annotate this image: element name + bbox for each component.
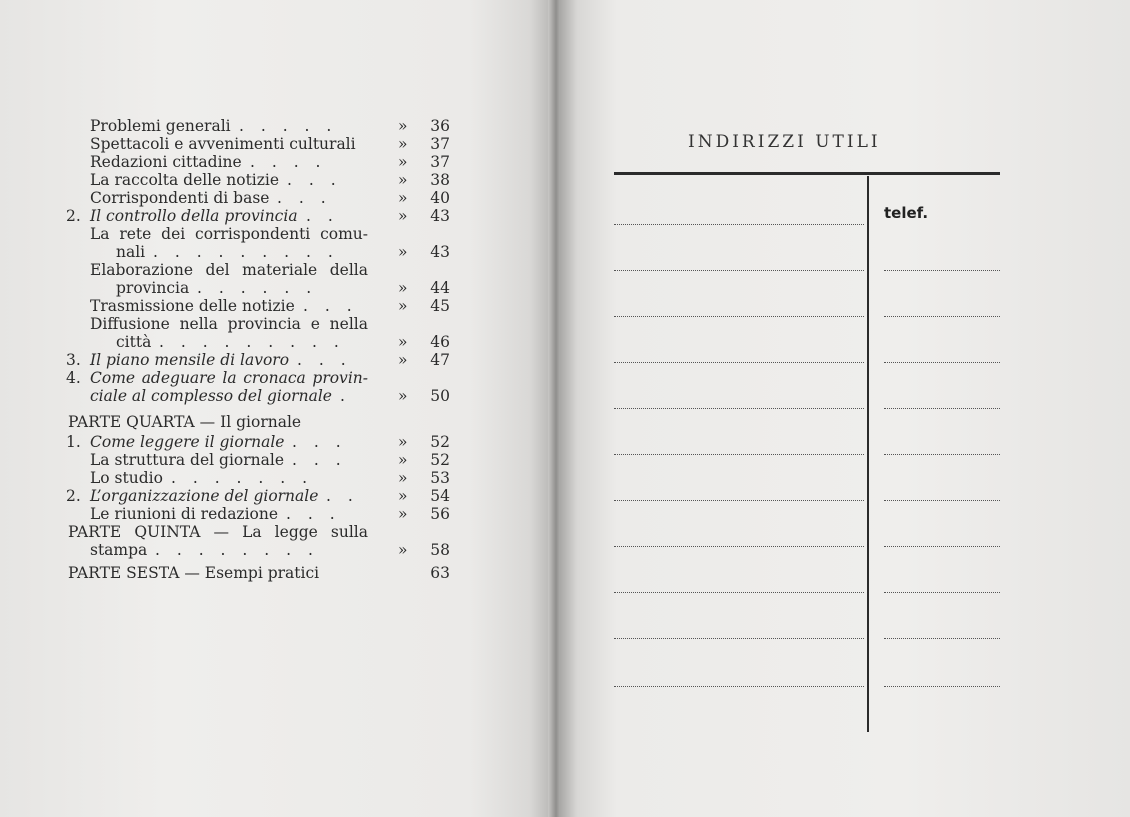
toc-entry-ditto-mark: » xyxy=(398,117,408,135)
address-line xyxy=(614,638,864,639)
toc-entry xyxy=(0,279,552,297)
toc-entry-number: 1. xyxy=(66,433,81,451)
toc-entry xyxy=(0,433,552,451)
toc-entry xyxy=(0,369,552,387)
toc-entry-title: nali xyxy=(116,243,146,261)
toc-entry-title: Il controllo della provincia xyxy=(90,207,298,225)
toc-entry xyxy=(0,243,552,261)
toc-entry-leader: . . . xyxy=(297,351,352,369)
toc-entry-page: 43 xyxy=(430,207,450,225)
toc-entry-page: 52 xyxy=(430,451,450,469)
toc-entry-number: 2. xyxy=(66,487,81,505)
telephone-column-label: telef. xyxy=(884,204,929,222)
toc-entry-title: PARTE QUINTA — La legge sulla xyxy=(68,523,368,541)
toc-entry xyxy=(0,387,552,405)
toc-entry-number: 3. xyxy=(66,351,81,369)
toc-entry-ditto-mark: » xyxy=(398,469,408,487)
toc-entry-leader: . . . xyxy=(287,171,342,189)
toc-entry-page: 47 xyxy=(430,351,450,369)
toc-entry-leader: . . . . . . . . xyxy=(155,541,319,559)
toc-entry xyxy=(0,333,552,351)
toc-entry-ditto-mark: » xyxy=(398,387,408,405)
toc-entry xyxy=(0,135,552,153)
left-page xyxy=(0,0,552,817)
toc-entry-leader: . . . xyxy=(277,189,332,207)
phone-line xyxy=(884,686,1000,687)
toc-entry xyxy=(0,117,552,135)
toc-entry-page: 44 xyxy=(430,279,450,297)
address-line xyxy=(614,546,864,547)
toc-entry-ditto-mark: » xyxy=(398,541,408,559)
phone-line xyxy=(884,316,1000,317)
toc-entry-number: 4. xyxy=(66,369,81,387)
toc-entry-page: 36 xyxy=(430,117,450,135)
toc-entry xyxy=(0,189,552,207)
toc-entry xyxy=(0,505,552,523)
toc-entry-ditto-mark: » xyxy=(398,279,408,297)
toc-entry-ditto-mark: » xyxy=(398,189,408,207)
toc-entry-title: stampa xyxy=(90,541,148,559)
toc-entry-leader: . . . . . . . . . xyxy=(159,333,345,351)
toc-entry-title: PARTE SESTA — Esempi pratici xyxy=(68,564,320,582)
toc-entry xyxy=(0,297,552,315)
toc-entry-title: città xyxy=(116,333,152,351)
address-line xyxy=(614,316,864,317)
toc-entry-page: 50 xyxy=(430,387,450,405)
toc-entry-ditto-mark: » xyxy=(398,171,408,189)
header-rule xyxy=(614,172,1000,175)
toc-entry xyxy=(0,207,552,225)
toc-entry-title: ciale al complesso del giornale xyxy=(90,387,332,405)
toc-entry-title: Redazioni cittadine xyxy=(90,153,242,171)
toc-entry xyxy=(0,487,552,505)
phone-line xyxy=(884,270,1000,271)
toc-entry-title: Come adeguare la cronaca provin- xyxy=(90,369,368,387)
address-line xyxy=(614,362,864,363)
toc-entry-leader: . . xyxy=(326,487,359,505)
toc-entry-title: L’organizzazione del giornale xyxy=(90,487,319,505)
toc-entry-title: Elaborazione del materiale della xyxy=(90,261,368,279)
toc-entry-title: La rete dei corrispondenti comu- xyxy=(90,225,368,243)
toc-entry-leader: . . . xyxy=(303,297,358,315)
toc-entry xyxy=(0,541,552,559)
toc-entry-page: 40 xyxy=(430,189,450,207)
toc-entry-page: 63 xyxy=(430,564,450,582)
toc-entry-ditto-mark: » xyxy=(398,451,408,469)
toc-entry-leader: . . xyxy=(306,207,339,225)
toc-entry xyxy=(0,523,552,541)
toc-entry xyxy=(0,413,552,431)
address-line xyxy=(614,500,864,501)
address-line xyxy=(614,686,864,687)
address-line xyxy=(614,270,864,271)
toc-entry-page: 37 xyxy=(430,135,450,153)
toc-entry-title: La raccolta delle notizie xyxy=(90,171,280,189)
toc-entry-ditto-mark: » xyxy=(398,351,408,369)
toc-entry xyxy=(0,225,552,243)
toc-entry-title: Trasmissione delle notizie xyxy=(90,297,295,315)
toc-entry-title: PARTE QUARTA — Il giornale xyxy=(68,413,302,431)
phone-line xyxy=(884,592,1000,593)
phone-line xyxy=(884,500,1000,501)
toc-entry-title: Problemi generali xyxy=(90,117,231,135)
toc-entry xyxy=(0,351,552,369)
toc-entry-ditto-mark: » xyxy=(398,153,408,171)
toc-entry xyxy=(0,315,552,333)
toc-entry-title: Il piano mensile di lavoro xyxy=(90,351,290,369)
toc-entry-leader: . xyxy=(340,387,351,405)
toc-entry-page: 56 xyxy=(430,505,450,523)
toc-entry-page: 45 xyxy=(430,297,450,315)
toc-entry-leader: . . . . . . . . . xyxy=(153,243,339,261)
toc-entry-page: 52 xyxy=(430,433,450,451)
toc-entry xyxy=(0,261,552,279)
toc-entry-ditto-mark: » xyxy=(398,433,408,451)
phone-line xyxy=(884,546,1000,547)
toc-entry-page: 58 xyxy=(430,541,450,559)
toc-entry-ditto-mark: » xyxy=(398,207,408,225)
toc-entry-ditto-mark: » xyxy=(398,297,408,315)
toc-entry-title: Lo studio xyxy=(90,469,163,487)
toc-entry-title: La struttura del giornale xyxy=(90,451,285,469)
toc-entry-leader: . . . . . . xyxy=(197,279,318,297)
phone-line xyxy=(884,362,1000,363)
toc-entry-title: Le riunioni di redazione xyxy=(90,505,279,523)
toc-entry-page: 43 xyxy=(430,243,450,261)
address-line xyxy=(614,454,864,455)
toc-entry-page: 53 xyxy=(430,469,450,487)
page-title: INDIRIZZI UTILI xyxy=(688,132,881,152)
toc-entry-leader: . . . . . . . xyxy=(171,469,314,487)
toc-entry-leader: . . . xyxy=(292,451,347,469)
address-line xyxy=(614,224,864,225)
phone-line xyxy=(884,454,1000,455)
toc-entry-page: 37 xyxy=(430,153,450,171)
address-line xyxy=(614,592,864,593)
toc-entry-ditto-mark: » xyxy=(398,333,408,351)
toc-entry-ditto-mark: » xyxy=(398,487,408,505)
toc-entry-title: Diffusione nella provincia e nella xyxy=(90,315,368,333)
address-line xyxy=(614,408,864,409)
toc-entry-number: 2. xyxy=(66,207,81,225)
toc-entry xyxy=(0,564,552,582)
toc-entry-page: 38 xyxy=(430,171,450,189)
toc-entry-page: 46 xyxy=(430,333,450,351)
column-divider xyxy=(867,176,869,732)
toc-entry-ditto-mark: » xyxy=(398,135,408,153)
table-of-contents xyxy=(0,0,552,817)
toc-entry xyxy=(0,171,552,189)
toc-entry-leader: . . . . . xyxy=(239,117,338,135)
phone-line xyxy=(884,638,1000,639)
phone-line xyxy=(884,408,1000,409)
toc-entry-title: Corrispondenti di base xyxy=(90,189,270,207)
toc-entry-title: provincia xyxy=(116,279,190,297)
toc-entry-ditto-mark: » xyxy=(398,505,408,523)
toc-entry-leader: . . . . xyxy=(250,153,327,171)
toc-entry-leader: . . . xyxy=(286,505,341,523)
toc-entry xyxy=(0,451,552,469)
toc-entry-ditto-mark: » xyxy=(398,243,408,261)
toc-entry xyxy=(0,153,552,171)
toc-entry-page: 54 xyxy=(430,487,450,505)
toc-entry-title: Come leggere il giornale xyxy=(90,433,285,451)
toc-entry-leader: . . . xyxy=(292,433,347,451)
toc-entry-title: Spettacoli e avvenimenti culturali xyxy=(90,135,356,153)
toc-entry xyxy=(0,469,552,487)
